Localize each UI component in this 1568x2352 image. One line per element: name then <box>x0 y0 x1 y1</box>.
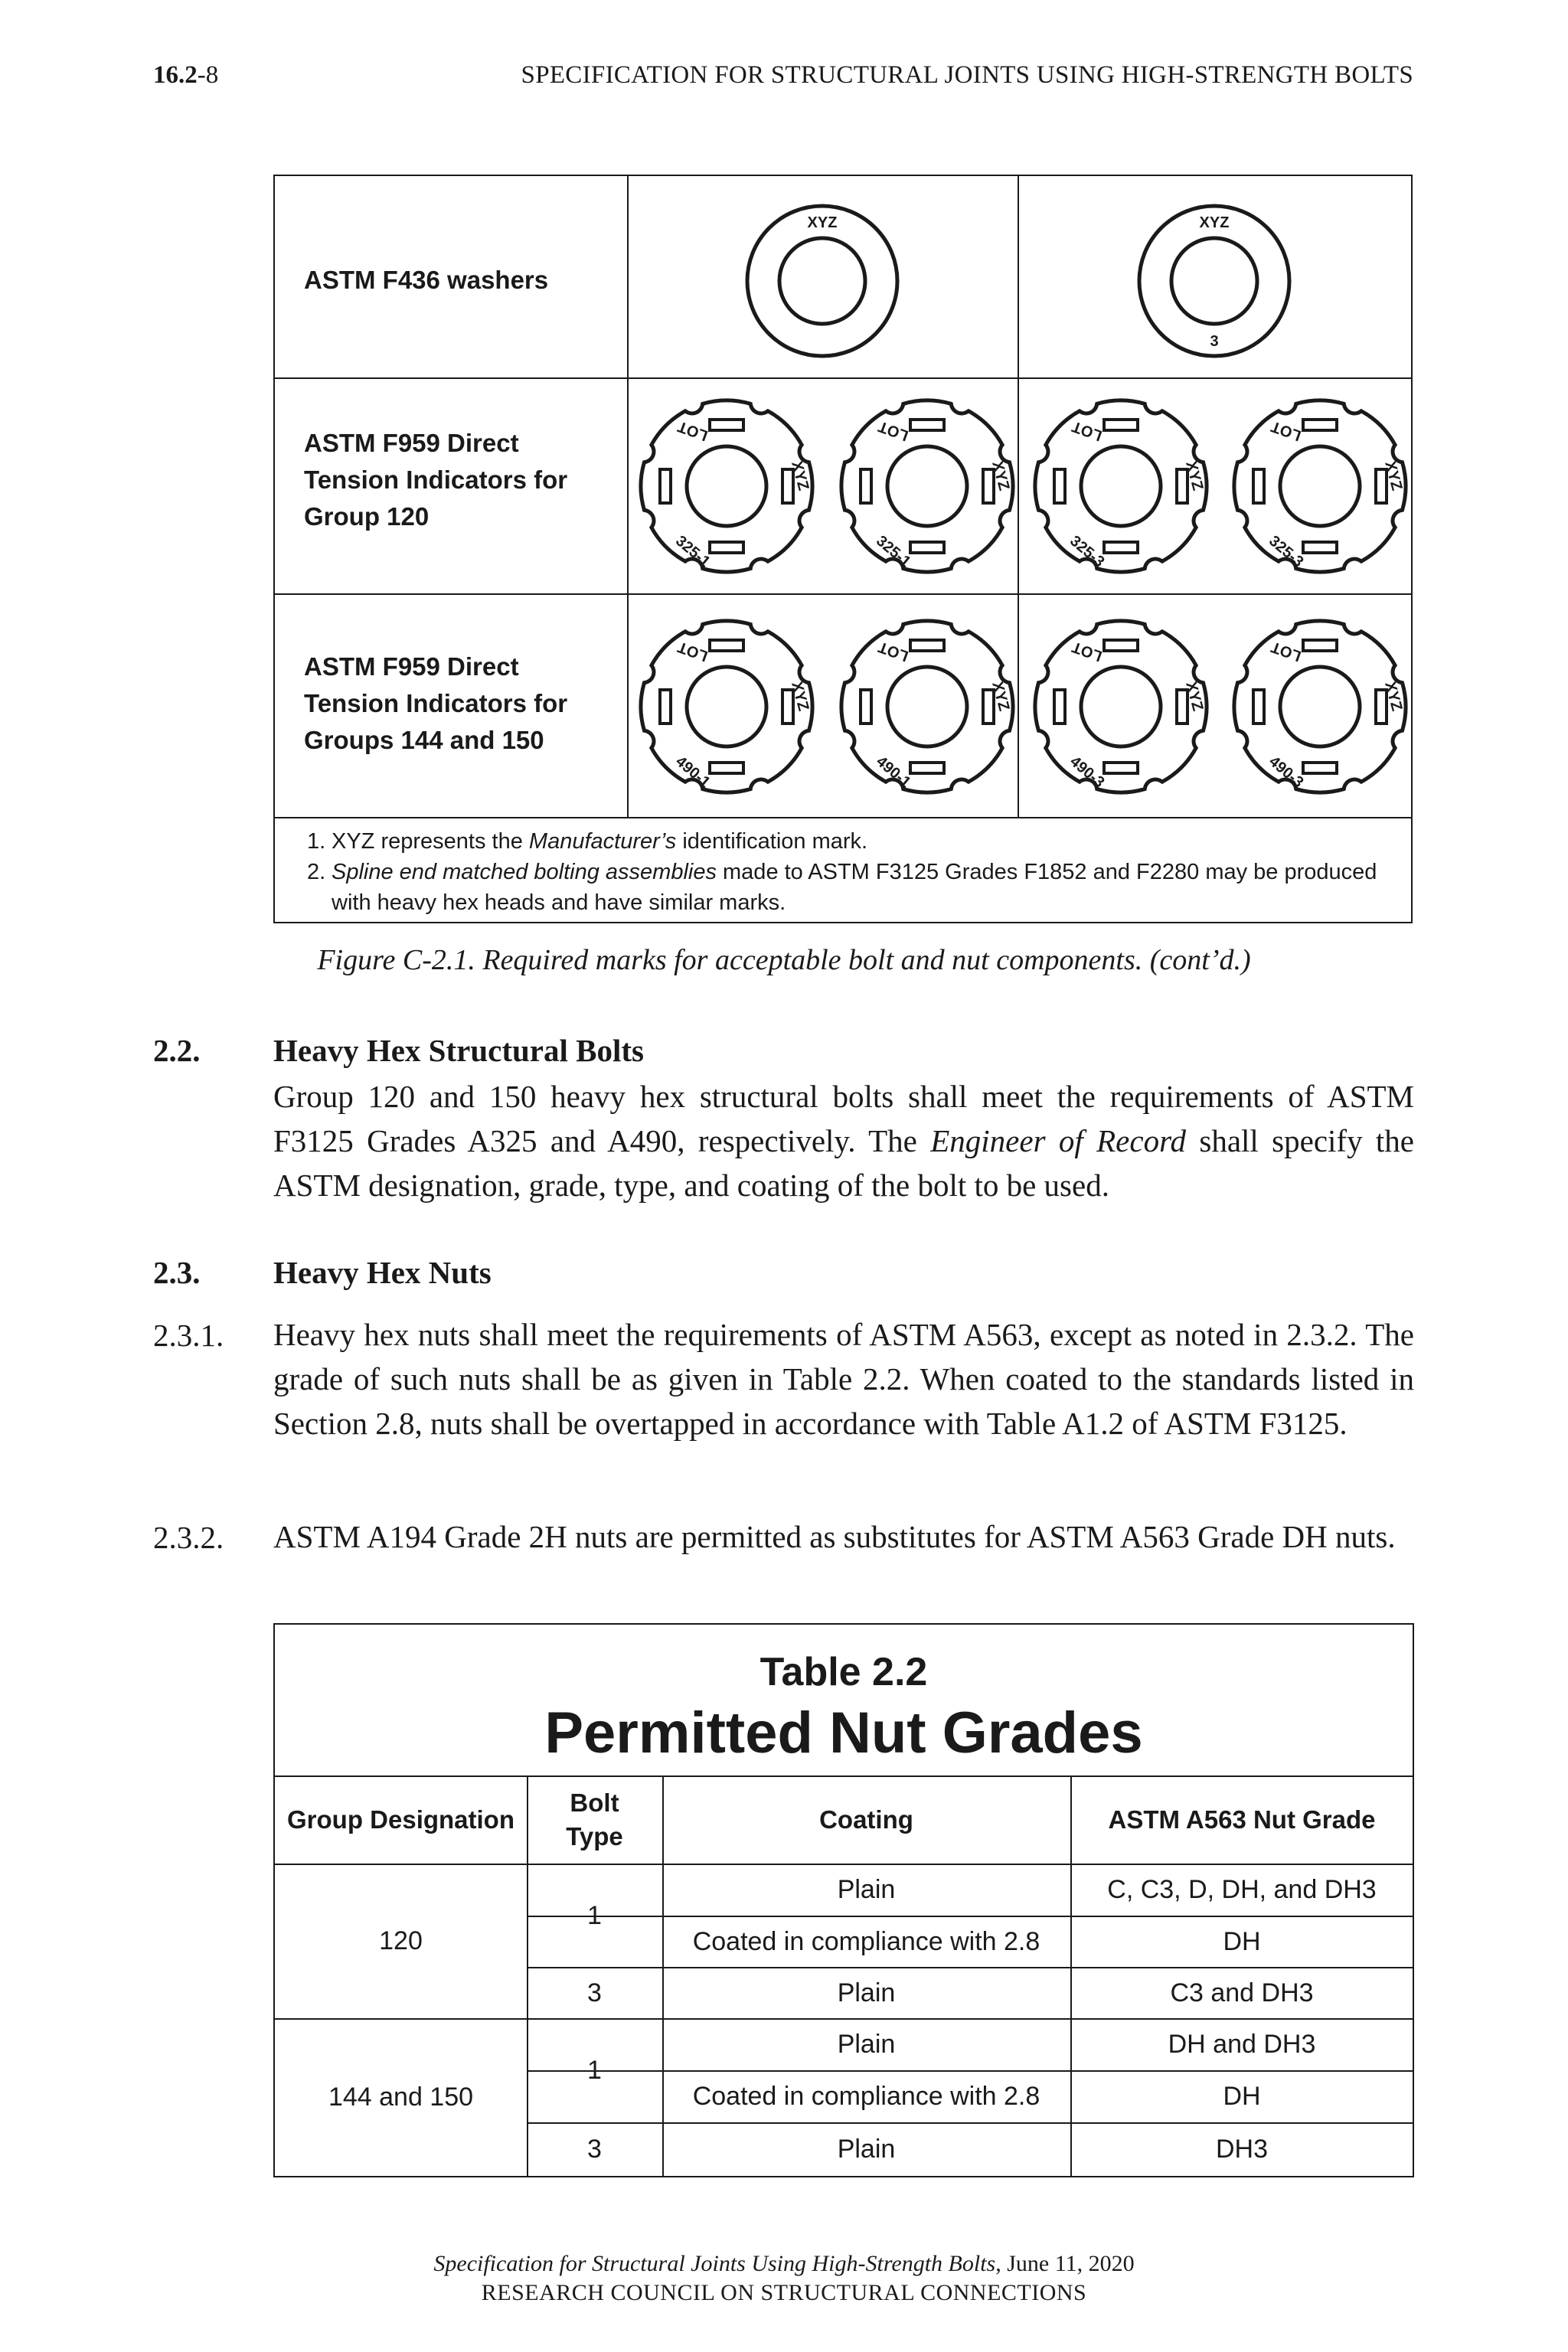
footer-citation <box>0 2249 1568 2278</box>
dti-protrusion <box>710 763 743 773</box>
page-number-chapter: 16.2 <box>153 61 198 89</box>
dti-maker-mark: XYZ <box>988 459 1013 493</box>
dti-maker-mark: XYZ <box>788 679 812 714</box>
washer-type3 <box>1139 206 1289 356</box>
group-designation-cell: 144 and 150 <box>328 2082 474 2112</box>
dti-lot-mark: LOT <box>876 417 911 444</box>
bolt-type-cell: 3 <box>587 1978 602 2007</box>
column-header: Group Designation <box>287 1805 514 1834</box>
running-header <box>153 61 1413 100</box>
section-title: Heavy Hex Nuts <box>273 1255 492 1290</box>
table-title: Permitted Nut Grades <box>544 1700 1143 1766</box>
paragraph-text: Group 120 and 150 heavy hex structural bolts shall meet the requirements of ASTM F3125 Grades A325 and A490, respectively. The <box>273 1079 1414 1158</box>
section-2-2-text <box>273 1074 1414 1207</box>
note-emphasis: Spline end matched bolting assemblies <box>332 860 717 884</box>
group-designation-cell: 120 <box>379 1926 423 1955</box>
dti-maker-mark: XYZ <box>1381 679 1406 714</box>
dti-protrusion <box>861 690 871 724</box>
paragraph-text: shall specify the ASTM designation, grade, type, and coating of the bolt to be used. <box>273 1123 1415 1203</box>
dti-protrusion <box>1104 763 1138 773</box>
section-title: Heavy Hex Structural Bolts <box>273 1033 644 1068</box>
dti-protrusion <box>1253 469 1264 503</box>
dti-maker-mark: XYZ <box>788 459 812 493</box>
bolt-type-cell: 3 <box>587 2135 602 2164</box>
coating-cell: Plain <box>837 1978 896 2007</box>
footer-publisher: RESEARCH COUNCIL ON STRUCTURAL CONNECTIONS <box>481 2280 1087 2305</box>
dti-lot-mark: LOT <box>876 638 911 665</box>
page-number <box>153 61 218 90</box>
table-number: Table 2.2 <box>760 1650 928 1694</box>
dti-protrusion <box>861 469 871 503</box>
note-text: made to ASTM F3125 Grades F1852 and F2280 may be produced with heavy hex heads and have similar marks. <box>332 860 1377 915</box>
nut-grade-cell: C, C3, D, DH, and DH3 <box>1107 1875 1377 1904</box>
dti-protrusion <box>1104 640 1138 651</box>
dti-drawing <box>1035 621 1207 792</box>
dti-maker-mark: XYZ <box>988 679 1013 714</box>
figure-row-label: ASTM F959 Direct Tension Indicators for Groups 144 and 150 <box>304 652 568 754</box>
dti-drawings <box>627 379 1413 818</box>
washer-maker-mark: XYZ <box>1199 214 1230 231</box>
dti-drawing <box>641 621 812 792</box>
figure-row-label: ASTM F959 Direct Tension Indicators for Group 120 <box>304 429 568 531</box>
footer-title: Specification for Structural Joints Using High-Strength Bolts <box>433 2251 996 2276</box>
dti-protrusion <box>1303 542 1337 553</box>
dti-protrusion <box>1303 640 1337 651</box>
dti-protrusion <box>1303 763 1337 773</box>
dti-protrusion <box>1253 690 1264 724</box>
dti-protrusion <box>710 640 743 651</box>
figure-row-label: ASTM F436 washers <box>304 266 549 294</box>
dti-grade-mark: 490-3 <box>1067 753 1108 792</box>
dti-grade-mark: 490-1 <box>672 753 714 792</box>
marks-figure <box>273 175 1413 923</box>
nut-grade-cell: DH <box>1223 1926 1261 1956</box>
dti-lot-mark: LOT <box>675 638 710 665</box>
coating-cell: Coated in compliance with 2.8 <box>692 1926 1040 1956</box>
dti-drawing <box>641 400 812 572</box>
bolt-type-cell: 1 <box>587 1900 602 1930</box>
dti-grade-mark: 490-3 <box>1266 753 1307 792</box>
note-number: 2. <box>307 860 326 884</box>
dti-protrusion <box>1104 542 1138 553</box>
paragraph-emphasis: Engineer of Record <box>930 1123 1187 1158</box>
figure-note-1 <box>307 826 1411 857</box>
dti-protrusion <box>910 763 944 773</box>
column-header: Bolt Type <box>566 1788 623 1851</box>
note-emphasis: Manufacturer’s <box>528 829 677 854</box>
dti-protrusion <box>660 690 671 724</box>
nut-grade-cell: C3 and DH3 <box>1170 1978 1314 2007</box>
dti-drawing <box>1234 400 1406 572</box>
page-number-page: -8 <box>197 61 219 89</box>
dti-grade-mark: 490-1 <box>873 753 914 792</box>
washer-type-mark: 3 <box>1210 333 1219 350</box>
dti-protrusion <box>910 420 944 430</box>
dti-maker-mark: XYZ <box>1182 459 1207 493</box>
section-2-3-2-text: ASTM A194 Grade 2H nuts are permitted as substitutes for ASTM A563 Grade DH nuts. <box>273 1519 1396 1554</box>
dti-protrusion <box>910 640 944 651</box>
nut-grade-cell: DH and DH3 <box>1168 2030 1316 2059</box>
note-text: identification mark. <box>676 829 868 854</box>
dti-lot-mark: LOT <box>1269 638 1304 665</box>
nut-grade-cell: DH <box>1223 2082 1261 2111</box>
dti-maker-mark: XYZ <box>1182 679 1207 714</box>
figure-notes <box>275 818 1411 918</box>
dti-drawing <box>841 621 1013 792</box>
coating-cell: Plain <box>837 1875 896 1904</box>
dti-lot-mark: LOT <box>1070 638 1105 665</box>
dti-protrusion <box>710 420 743 430</box>
dti-lot-mark: LOT <box>1269 417 1304 444</box>
footer-date: , June 11, 2020 <box>995 2251 1135 2276</box>
subsection-number: 2.3.1. <box>153 1318 224 1353</box>
washer-plain <box>747 206 897 356</box>
coating-cell: Coated in compliance with 2.8 <box>692 2082 1040 2111</box>
dti-drawing <box>1035 400 1207 572</box>
dti-lot-mark: LOT <box>1070 417 1105 444</box>
running-title: SPECIFICATION FOR STRUCTURAL JOINTS USING HIGH-STRENGTH BOLTS <box>521 61 1413 89</box>
table-2-2 <box>273 1623 1414 2177</box>
dti-maker-mark: XYZ <box>1381 459 1406 493</box>
column-header: Coating <box>819 1805 913 1834</box>
section-number: 2.3. <box>153 1255 201 1290</box>
dti-grade-mark: 325-1 <box>672 532 714 571</box>
subsection-number: 2.3.2. <box>153 1520 224 1555</box>
nut-grade-cell: DH3 <box>1215 2135 1269 2164</box>
column-header: ASTM A563 Nut Grade <box>1108 1805 1376 1834</box>
dti-grade-mark: 325-1 <box>873 532 914 571</box>
section-number: 2.2. <box>153 1033 201 1068</box>
dti-protrusion <box>1303 420 1337 430</box>
washer-drawings <box>627 176 1413 379</box>
washer-maker-mark: XYZ <box>807 214 838 231</box>
dti-drawing <box>1234 621 1406 792</box>
dti-protrusion <box>1054 469 1065 503</box>
dti-protrusion <box>710 542 743 553</box>
dti-grade-mark: 325-3 <box>1067 532 1108 571</box>
dti-lot-mark: LOT <box>675 417 710 444</box>
dti-protrusion <box>910 542 944 553</box>
bolt-type-cell: 1 <box>587 2056 602 2085</box>
dti-protrusion <box>1054 690 1065 724</box>
section-2-3-1-text: Heavy hex nuts shall meet the requirements of ASTM A563, except as noted in 2.3.2. The grade of such nuts shall be as given in Table 2.2. When coated to the standards listed in Section 2.8, nuts shall be overtapped in accordance with Table A1.2 of ASTM F3125. <box>273 1317 1414 1441</box>
figure-caption: Figure C-2.1. Required marks for acceptable bolt and nut components. (cont’d.) <box>317 944 1251 976</box>
dti-protrusion <box>660 469 671 503</box>
figure-note-2 <box>307 857 1411 918</box>
dti-drawing <box>841 400 1013 572</box>
dti-protrusion <box>1104 420 1138 430</box>
coating-cell: Plain <box>837 2030 896 2059</box>
coating-cell: Plain <box>837 2135 896 2164</box>
page-footer <box>0 2249 1568 2308</box>
note-text: XYZ represents the <box>332 829 529 854</box>
dti-grade-mark: 325-3 <box>1266 532 1307 571</box>
note-number: 1. <box>307 829 326 854</box>
